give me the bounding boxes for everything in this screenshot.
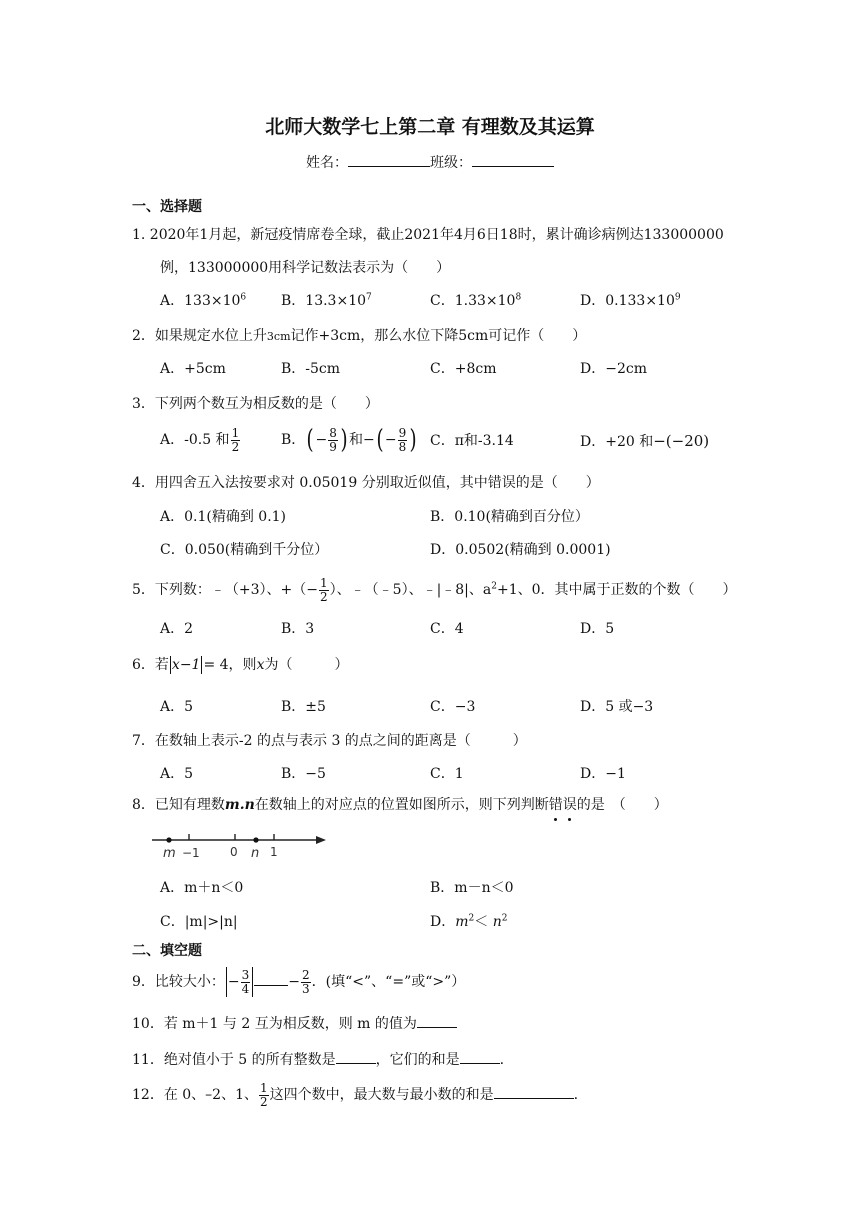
q1-option-b-base: 13.3×10 [305, 293, 367, 309]
q8-stem [132, 796, 668, 814]
q3-option-d-expr: −(−20) [653, 432, 710, 450]
q1-option-c-exp: 8 [515, 292, 522, 303]
q10-stem [132, 1014, 457, 1033]
q1-option-d-label: D． [580, 293, 606, 309]
q4-option-d[interactable]: D．0.0502(精确到 0.0001) [430, 542, 611, 558]
q9-frac2-den: 3 [302, 981, 310, 996]
q3-option-c[interactable]: C．π和-3.14 [430, 433, 514, 449]
q8-option-d[interactable] [430, 913, 507, 931]
q12-frac-den: 2 [260, 1094, 268, 1109]
q2-stem [132, 327, 586, 346]
q8-emph-wrap [549, 796, 577, 814]
q5-stem-exp: 2 [491, 581, 497, 592]
q1-option-c[interactable] [430, 292, 521, 310]
q12-stem-post: . [573, 1087, 579, 1103]
q2-option-b[interactable]: B．-5cm [281, 361, 341, 377]
q3-option-a-fraction [231, 427, 241, 454]
q3-b-and: 和− [348, 432, 375, 448]
q2-option-c[interactable]: C．+8cm [430, 361, 497, 377]
q6-stem [132, 652, 348, 678]
q1-option-b-label: B． [281, 293, 306, 309]
q8-stem-var: m.n [224, 797, 255, 813]
q8-option-b[interactable]: B．m－n＜0 [430, 880, 514, 896]
q3-option-b-label: B． [281, 432, 306, 448]
q1-option-c-base: 1.33×10 [454, 293, 516, 309]
axis-arrow [316, 836, 326, 844]
q6-stem-mid: = 4，则 [203, 657, 257, 673]
point-m [166, 837, 171, 842]
q11-stem [132, 1050, 504, 1069]
q8-option-a[interactable]: A．m＋n＜0 [160, 880, 244, 896]
q3-option-b-fraction2 [398, 427, 408, 454]
q1-option-a[interactable] [160, 292, 246, 310]
q4-option-c[interactable]: C．0.050(精确到千分位） [160, 542, 329, 558]
q1-option-b-exp: 7 [366, 292, 372, 303]
q4-stem: 4．用四舍五入法按要求对 0.05019 分别取近似值，其中错误的是（ ） [132, 475, 600, 491]
page-title: 北师大数学七上第二章 有理数及其运算 [265, 116, 595, 138]
name-blank[interactable] [348, 152, 430, 167]
label-one: 1 [270, 845, 278, 859]
q9-abs-bar-left [226, 967, 227, 997]
label-m: m [163, 846, 176, 860]
q10-stem-text: 10．若 m＋1 与 2 互为相反数，则 m 的值为 [132, 1016, 417, 1032]
q4-option-a[interactable]: A．0.1(精确到 0.1) [160, 509, 287, 525]
q3-b-paren-close1: ) [340, 425, 348, 455]
q9-minus1: − [227, 974, 240, 990]
q5-frac-den: 2 [320, 589, 328, 604]
q10-answer-blank[interactable] [417, 1014, 457, 1028]
q12-answer-blank[interactable] [494, 1085, 574, 1099]
q6-option-d[interactable]: D．5 或−3 [580, 699, 654, 715]
label-minus-one: −1 [182, 846, 200, 860]
q12-stem [132, 1080, 578, 1110]
q6-option-c[interactable]: C．−3 [430, 699, 476, 715]
q1-option-a-exp: 6 [240, 292, 247, 303]
q5-stem-post: +1、0．其中属于正数的个数（ ） [497, 582, 737, 598]
q5-stem [132, 575, 737, 605]
q11-stem-mid: ，它们的和是 [375, 1052, 460, 1068]
q1-option-a-label: A． [160, 293, 185, 309]
q3-b-minus2: − [384, 432, 397, 448]
q3-a-num: 1 [231, 425, 240, 440]
name-label: 姓名： [306, 155, 348, 171]
q1-option-d-exp: 9 [674, 292, 681, 303]
q12-fraction [259, 1082, 269, 1109]
q8-stem-pre: 8．已知有理数 [132, 797, 225, 813]
q6-option-a[interactable]: A．5 [160, 699, 194, 715]
q5-stem-pre: 5．下列数：﹣（+3）、+（− [132, 582, 319, 598]
q4-option-b[interactable]: B．0.10(精确到百分位） [430, 509, 589, 525]
q3-option-a[interactable] [160, 425, 241, 455]
q9-fraction1 [241, 969, 251, 996]
q6-abs-bar-left [170, 656, 171, 674]
q2-option-a[interactable]: A．+5cm [160, 361, 226, 377]
q8-option-d-lt: ＜ [474, 914, 493, 930]
q9-stem [132, 966, 465, 998]
q2-stem-pre: 2．如果规定水位上升 [132, 328, 267, 344]
q1-option-b[interactable] [281, 292, 372, 310]
point-n [253, 837, 258, 842]
q9-frac2-num: 2 [302, 967, 310, 982]
q3-option-b[interactable] [281, 425, 418, 455]
q5-frac-num: 1 [320, 575, 328, 590]
q5-fraction [319, 577, 329, 604]
q3-b-minus1: − [315, 432, 328, 448]
q6-stem-pre: 6．若 [132, 657, 169, 673]
q5-option-b[interactable]: B．3 [281, 621, 315, 637]
q8-stem-post: 的是 （ ） [576, 797, 668, 813]
q5-option-c[interactable]: C．4 [430, 621, 464, 637]
q3-b-paren-open1: ( [306, 425, 314, 455]
q3-b-num2: 9 [398, 425, 407, 440]
q6-abs-expr: x−1 [171, 657, 201, 673]
q8-option-d-n: n [492, 914, 502, 930]
q6-stem-post: 为（ ） [264, 657, 349, 673]
q3-b-num1: 8 [329, 425, 337, 440]
q6-stem-var: x [256, 657, 265, 673]
q1-stem-line1: 1. 2020年1月起，新冠疫情席卷全球，截止2021年4月6日18时，累计确诊病例达133000000 [132, 227, 724, 243]
q3-stem: 3．下列两个数互为相反数的是（ ） [132, 396, 379, 412]
q3-option-d-label: D．+20 和 [580, 434, 654, 450]
q8-stem-mid: 在数轴上的对应点的位置如图所示，则下列判断 [254, 797, 549, 813]
section-fill-heading: 二、填空题 [132, 943, 202, 959]
q8-stem-emph: 错误 [548, 797, 577, 813]
q7-option-c[interactable]: C．1 [430, 766, 464, 782]
q9-answer-blank[interactable] [254, 972, 288, 986]
q1-stem-line2: 例，133000000用科学记数法表示为（ ） [160, 260, 451, 276]
q8-emph-dot1 [554, 818, 557, 821]
q12-frac-num: 1 [260, 1080, 268, 1095]
q8-option-d-m: m [455, 914, 469, 930]
q12-stem-pre: 12．在 0、–2、1、 [132, 1087, 258, 1103]
q3-option-a-label: A．-0.5 和 [160, 432, 230, 448]
name-class-row [0, 152, 860, 172]
q5-option-d[interactable]: D．5 [580, 621, 615, 637]
q3-b-den2: 8 [398, 439, 407, 454]
q3-b-den1: 9 [329, 439, 337, 454]
q6-option-b[interactable]: B．±5 [281, 699, 326, 715]
label-n: n [251, 846, 260, 860]
q9-stem-post: ．(填“<”、“=”或“>”） [311, 974, 466, 990]
label-zero: 0 [230, 845, 238, 859]
q9-abs-bar-right [252, 967, 253, 997]
q9-frac1-num: 3 [241, 967, 250, 982]
q9-stem-pre: 9．比较大小： [132, 974, 225, 990]
q9-minus2: − [288, 974, 301, 990]
q1-option-c-label: C． [430, 293, 455, 309]
q3-option-b-fraction1 [328, 427, 338, 454]
q7-option-d[interactable]: D．−1 [580, 766, 626, 782]
q2-stem-small: 3cm [266, 330, 291, 343]
q1-option-d-base: 0.133×10 [605, 293, 675, 309]
q1-option-a-base: 133×10 [184, 293, 241, 309]
class-blank[interactable] [472, 152, 554, 167]
q8-option-c[interactable]: C．|m|>|n| [160, 914, 238, 930]
q1-option-d[interactable] [580, 292, 681, 310]
q11-stem-pre: 11．绝对值小于 5 的所有整数是 [132, 1052, 336, 1068]
q2-option-d[interactable]: D．−2cm [580, 361, 647, 377]
q3-a-den: 2 [231, 439, 240, 454]
q9-frac1-den: 4 [241, 981, 250, 996]
q3-b-paren-close2: ) [409, 425, 417, 455]
q3-option-d[interactable] [580, 432, 709, 451]
q7-option-b[interactable]: B．−5 [281, 766, 326, 782]
section-choice-heading: 一、选择题 [132, 199, 202, 215]
q8-emph-dot2 [568, 818, 571, 821]
q8-option-d-exp1: 2 [468, 913, 475, 924]
q9-fraction2 [301, 969, 311, 996]
q11-answer-blank1[interactable] [336, 1050, 376, 1064]
q12-stem-mid: 这四个数中，最大数与最小数的和是 [269, 1087, 494, 1103]
q5-option-a[interactable]: A．2 [160, 621, 194, 637]
class-label: 班级： [430, 155, 472, 171]
q8-number-line [148, 830, 330, 860]
q11-stem-post: . [499, 1052, 505, 1068]
q3-b-paren-open2: ( [376, 425, 384, 455]
q8-option-d-label: D． [430, 914, 456, 930]
q8-option-d-exp2: 2 [501, 913, 508, 924]
q2-stem-post: 记作+3cm，那么水位下降5cm可记作（ ） [290, 328, 587, 344]
q7-option-a[interactable]: A．5 [160, 766, 194, 782]
q5-stem-mid: ）、﹣（﹣5）、﹣|﹣8|、a [329, 582, 492, 598]
q11-answer-blank2[interactable] [460, 1050, 500, 1064]
q7-stem: 7．在数轴上表示-2 的点与表示 3 的点之间的距离是（ ） [132, 733, 527, 749]
